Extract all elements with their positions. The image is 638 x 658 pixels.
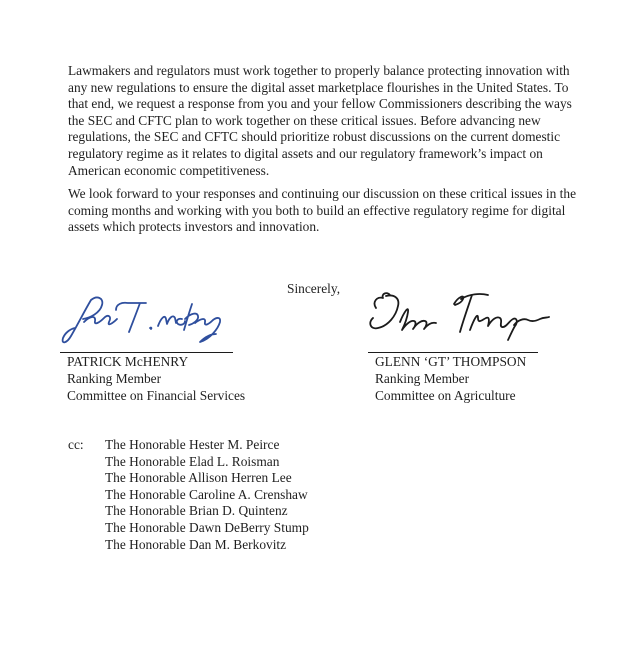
cc-recipient: The Honorable Hester M. Peirce [105, 437, 280, 452]
signature-mchenry-ink [63, 298, 221, 343]
cc-block [68, 437, 309, 553]
signatory-block-mchenry [67, 353, 245, 405]
letter-paragraph: We look forward to your responses and continuing our discussion on these critical issues in the coming months and working with you both to build an effective regulatory regime for digital assets which protects investors and innovation. [68, 186, 577, 235]
cc-label: cc: [68, 437, 84, 452]
letter-body [68, 63, 582, 243]
signatory-name: GLENN ‘GT’ THOMPSON [375, 354, 527, 369]
signatory-committee: Committee on Agriculture [375, 388, 516, 404]
signatory-name: PATRICK McHENRY [67, 354, 189, 369]
signatory-title: Ranking Member [67, 371, 162, 387]
signature-thompson-strokes [366, 288, 556, 348]
closing-sincerely: Sincerely, [287, 281, 341, 296]
signature-mchenry-strokes [58, 292, 246, 350]
signatory-block-thompson [375, 353, 526, 405]
cc-recipient: The Honorable Elad L. Roisman [105, 453, 280, 469]
cc-recipient: The Honorable Caroline A. Crenshaw [105, 486, 308, 502]
signatory-title: Ranking Member [375, 371, 470, 387]
signatory-committee: Committee on Financial Services [67, 388, 246, 404]
cc-recipient: The Honorable Dan M. Berkovitz [105, 536, 287, 552]
cc-recipient: The Honorable Brian D. Quintenz [105, 503, 288, 519]
signature-thompson-ink [370, 293, 549, 340]
cc-recipient: The Honorable Dawn DeBerry Stump [105, 519, 309, 535]
cc-recipient-list [105, 437, 309, 553]
cc-recipient: The Honorable Allison Herren Lee [105, 470, 292, 486]
signature-mchenry [58, 292, 246, 350]
signature-thompson [366, 288, 556, 348]
letter-paragraph: Lawmakers and regulators must work together to properly balance protecting innovation with any new regulations to ensure the digital asset marketplace flourishes in the United States. To that end, we request a response from you and your fellow Commissioners describing the ways the SEC and CFTC plan to work together on these critical issues. Before advancing new regulations, the SEC and CFTC should prioritize robust discussions on the current domestic regulatory regime as it relates to digital assets and our regulatory framework’s impact on American economic competitiveness. [68, 63, 572, 178]
